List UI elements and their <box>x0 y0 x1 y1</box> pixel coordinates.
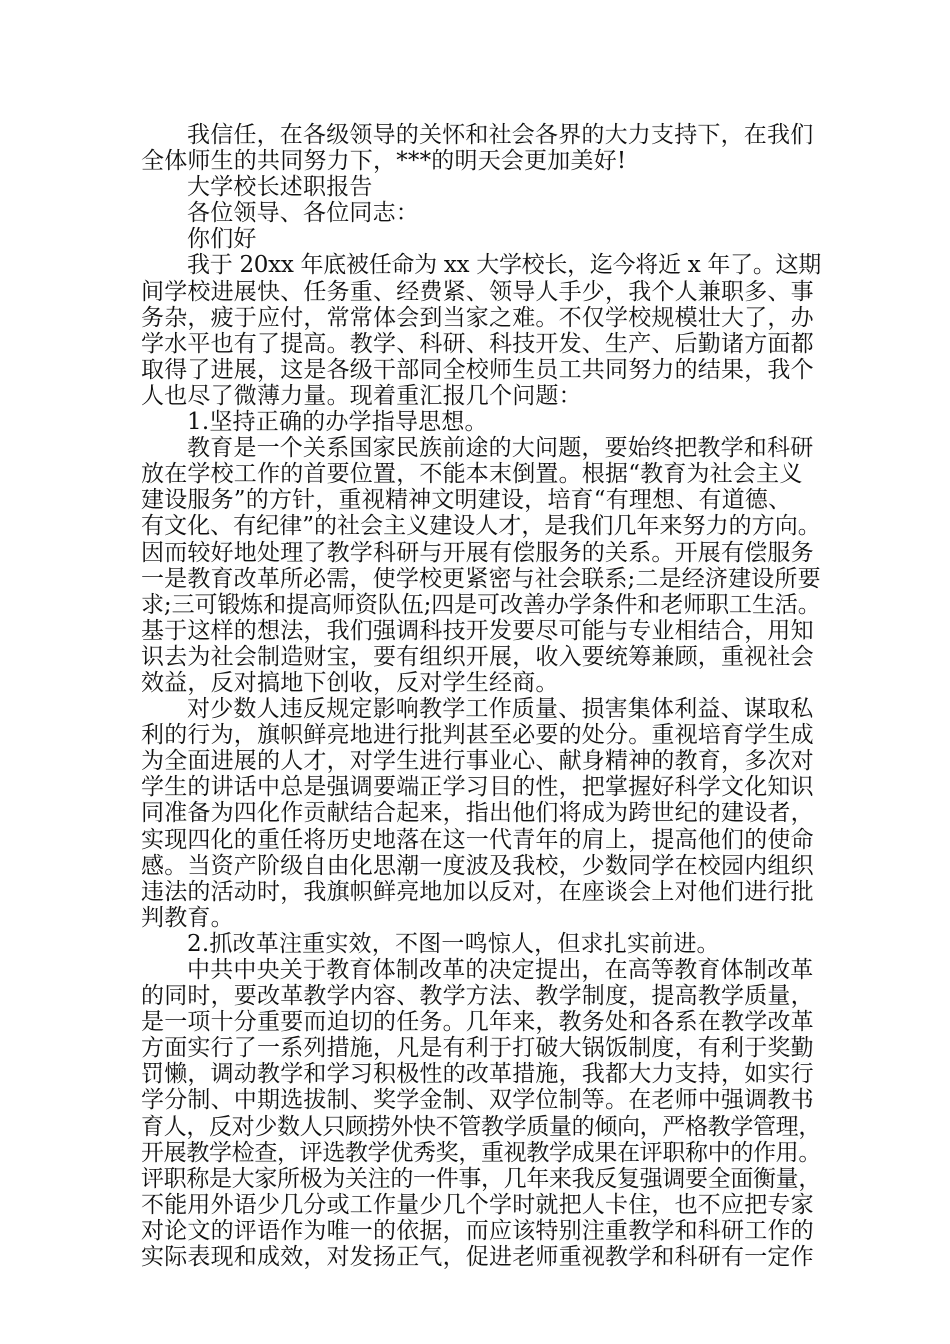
text-line: 务杂，疲于应付，常常体会到当家之难。不仅学校规模壮大了，办 <box>141 304 814 331</box>
text-line: 学水平也有了提高。教学、科研、科技开发、生产、后勤诸方面都 <box>141 330 814 357</box>
text-line: 人也尽了微薄力量。现着重汇报几个问题： <box>141 382 582 409</box>
text-line: 不能用外语少几分或工作量少几个学时就把人卡住，也不应把专家 <box>141 1191 814 1218</box>
text-line: 学分制、中期选拔制、奖学金制、双学位制等。在老师中强调教书 <box>141 1087 814 1114</box>
text-line: 我信任，在各级领导的关怀和社会各界的大力支持下，在我们 <box>187 122 814 148</box>
text-line: 间学校进展快、任务重、经费紧、领导人手少，我个人兼职多、事 <box>141 278 814 305</box>
text-line: 开展教学检查，评选教学优秀奖，重视教学成果在评职称中的作用。 <box>141 1139 822 1166</box>
text-line: 育人，反对少数人只顾捞外快不管教学质量的倾向，严格教学管理， <box>141 1113 822 1140</box>
text-line: 违法的活动时，我旗帜鲜亮地加以反对，在座谈会上对他们进行批 <box>141 878 814 905</box>
text-line: 一是教育改革所必需，使学校更紧密与社会联系;二是经济建设所要 <box>141 565 821 592</box>
text-line: 为全面进展的人才，对学生进行事业心、献身精神的教育，多次对 <box>141 748 814 775</box>
text-line: 的同时，要改革教学内容、教学方法、教学制度，提高教学质量， <box>141 983 814 1010</box>
text-line: 1.坚持正确的办学指导思想。 <box>187 409 488 436</box>
text-line: 同准备为四化作贡献结合起来，指出他们将成为跨世纪的建设者， <box>141 800 814 827</box>
text-line: 你们好 <box>187 226 257 253</box>
text-line: 是一项十分重要而迫切的任务。几年来，教务处和各系在教学改革 <box>141 1009 814 1036</box>
text-line: 实际表现和成效，对发扬正气，促进老师重视教学和科研有一定作 <box>141 1244 814 1271</box>
text-line: 识去为社会制造财宝，要有组织开展，收入要统筹兼顾，重视社会 <box>141 643 814 670</box>
text-line: 对少数人违反规定影响教学工作质量、损害集体利益、谋取私 <box>187 696 814 723</box>
text-line: 罚懒，调动教学和学习积极性的改革措施，我都大力支持，如实行 <box>141 1061 814 1088</box>
text-line: 学生的讲话中总是强调要端正学习目的性，把掌握好科学文化知识 <box>141 774 814 801</box>
text-line: 实现四化的重任将历史地落在这一代青年的肩上，提高他们的使命 <box>141 826 814 853</box>
text-line: 放在学校工作的首要位置，不能本末倒置。根据“教育为社会主义 <box>141 461 803 488</box>
text-line: 因而较好地处理了教学科研与开展有偿服务的关系。开展有偿服务 <box>141 539 814 566</box>
text-line: 基于这样的想法，我们强调科技开发要尽可能与专业相结合，用知 <box>141 617 814 644</box>
text-line: 2.抓改革注重实效，不图一鸣惊人，但求扎实前进。 <box>187 930 720 957</box>
text-line: 我于 20xx 年底被任命为 xx 大学校长，迄今将近 x 年了。这期 <box>187 252 821 279</box>
text-line: 中共中央关于教育体制改革的决定提出，在高等教育体制改革 <box>187 957 814 983</box>
document-body <box>141 122 821 1270</box>
text-line: 大学校长述职报告 <box>187 174 373 201</box>
text-line: 有文化、有纪律”的社会主义建设人才，是我们几年来努力的方向。 <box>141 513 821 540</box>
text-line: 感。当资产阶级自由化思潮一度波及我校，少数同学在校园内组织 <box>141 852 814 879</box>
text-line: 求;三可锻炼和提高师资队伍;四是可改善办学条件和老师职工生活。 <box>141 591 821 618</box>
text-line: 各位领导、各位同志： <box>187 200 419 227</box>
text-line: 教育是一个关系国家民族前途的大问题，要始终把教学和科研 <box>187 435 814 462</box>
text-line: 全体师生的共同努力下，***的明天会更加美好! <box>141 148 627 175</box>
text-line: 方面实行了一系列措施，凡是有利于打破大锅饭制度，有利于奖勤 <box>141 1035 814 1062</box>
text-line: 利的行为，旗帜鲜亮地进行批判甚至必要的处分。重视培育学生成 <box>141 722 814 749</box>
text-line: 评职称是大家所极为关注的一件事，几年来我反复强调要全面衡量， <box>141 1165 822 1192</box>
text-line: 判教育。 <box>141 904 234 931</box>
text-line: 对论文的评语作为唯一的依据，而应该特别注重教学和科研工作的 <box>141 1217 814 1244</box>
text-line: 取得了进展，这是各级干部同全校师生员工共同努力的结果，我个 <box>141 356 814 383</box>
text-line: 效益，反对搞地下创收，反对学生经商。 <box>141 669 559 696</box>
text-line: 建设服务”的方针，重视精神文明建设，培育“有理想、有道德、 <box>141 487 792 514</box>
